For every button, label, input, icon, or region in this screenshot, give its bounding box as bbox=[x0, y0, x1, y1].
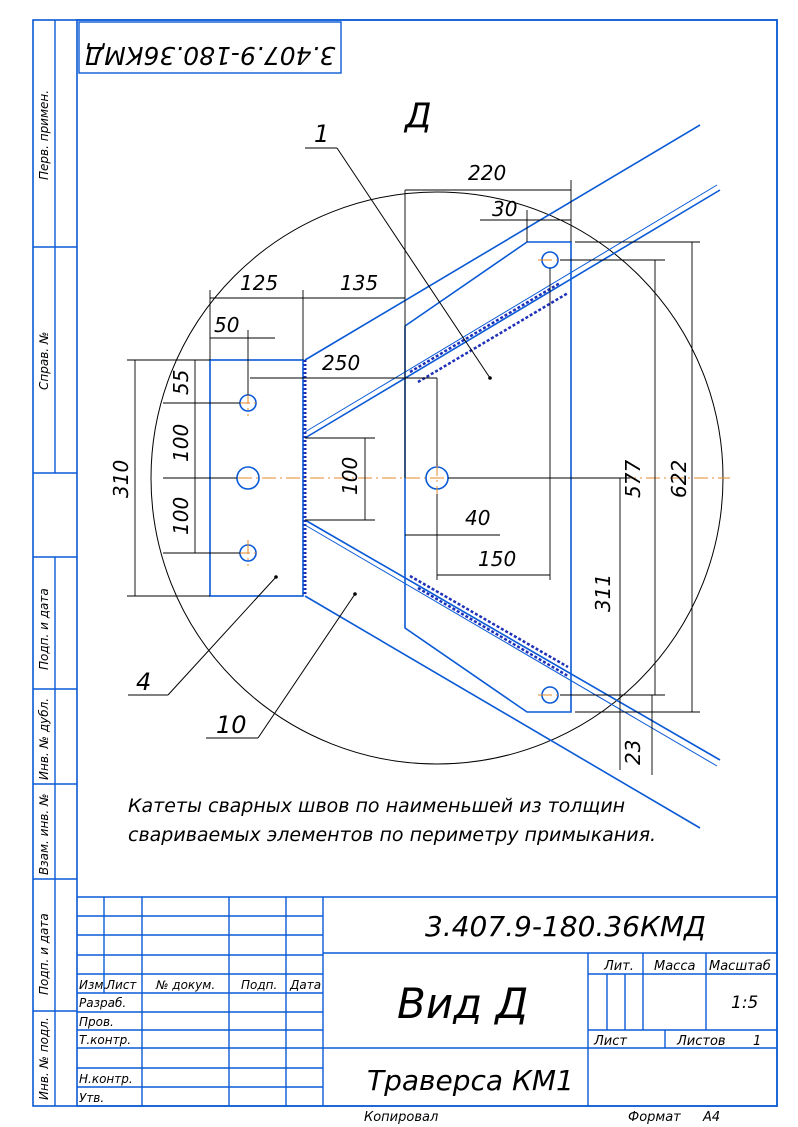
sheet-title: Вид Д bbox=[397, 979, 529, 1028]
hdr-list: Лист bbox=[106, 978, 137, 992]
dim-30: 30 bbox=[492, 197, 518, 221]
sheet-subtitle: Траверса КМ1 bbox=[367, 1064, 574, 1097]
dim-100-b: 100 bbox=[169, 496, 193, 535]
lbl-massa: Масса bbox=[654, 959, 696, 974]
dim-100-c: 100 bbox=[338, 456, 362, 495]
hdr-dokum: № докум. bbox=[156, 978, 216, 992]
weld-note-line-1: Катеты сварных швов по наименьшей из толщин bbox=[128, 795, 626, 817]
dim-250: 250 bbox=[322, 351, 361, 375]
dim-310: 310 bbox=[109, 459, 133, 498]
dim-125: 125 bbox=[240, 271, 279, 295]
view-label: Д bbox=[405, 96, 432, 136]
lbl-sheet: Лист bbox=[594, 1034, 627, 1049]
stamp-podp-data-1: Подп. и дата bbox=[37, 588, 51, 670]
dim-135: 135 bbox=[340, 271, 379, 295]
stamp-inv-podl: Инв. № подл. bbox=[37, 1017, 51, 1100]
dimension-texts bbox=[109, 161, 691, 765]
dim-577: 577 bbox=[621, 459, 645, 498]
lbl-lit: Лит. bbox=[604, 959, 634, 974]
side-stamp bbox=[33, 20, 77, 1106]
weld-upper-1 bbox=[410, 283, 560, 372]
hdr-podp: Подп. bbox=[241, 978, 278, 992]
lbl-copied: Копировал bbox=[364, 1110, 439, 1125]
rotated-code-stamp bbox=[79, 22, 341, 73]
weld-note-line-2: свариваемых элементов по периметру примыкания. bbox=[128, 824, 657, 846]
gusset-plate bbox=[405, 242, 571, 712]
title-drawing-code: 3.407.9-180.36КМД bbox=[425, 910, 706, 943]
weld-upper-2 bbox=[418, 293, 568, 382]
scale-value: 1:5 bbox=[731, 993, 759, 1013]
part-label-1: 1 bbox=[314, 120, 330, 148]
lbl-sheets: Листов bbox=[677, 1034, 726, 1049]
lbl-masshtab: Масштаб bbox=[709, 959, 771, 974]
weld-lower-2 bbox=[418, 588, 568, 676]
weld-lower-1 bbox=[410, 576, 568, 667]
dim-220: 220 bbox=[468, 161, 507, 185]
part-label-4: 4 bbox=[136, 668, 152, 696]
inner-frame bbox=[77, 20, 777, 1106]
dim-622: 622 bbox=[667, 459, 691, 498]
stamp-vzam-inv: Взам. инв. № bbox=[37, 793, 51, 875]
dim-55: 55 bbox=[169, 369, 193, 395]
dim-50: 50 bbox=[214, 313, 240, 337]
hdr-data: Дата bbox=[290, 978, 322, 992]
stamp-perv-primen: Перв. примен. bbox=[37, 89, 51, 180]
rotated-drawing-code: 3.407.9-180.36КМД bbox=[84, 41, 336, 70]
stamp-podp-data-2: Подп. и дата bbox=[37, 913, 51, 995]
row-tkontr: Т.контр. bbox=[79, 1033, 132, 1047]
dim-150: 150 bbox=[478, 547, 517, 571]
dim-100-a: 100 bbox=[169, 423, 193, 462]
lbl-format: Формат bbox=[628, 1110, 681, 1125]
upper-brace-edge-2 bbox=[305, 190, 720, 438]
sheets-count: 1 bbox=[753, 1034, 762, 1049]
stamp-sprav-no: Справ. № bbox=[37, 331, 51, 390]
row-utv: Утв. bbox=[79, 1091, 105, 1105]
stamp-inv-dubl: Инв. № дубл. bbox=[37, 697, 51, 780]
hdr-izm: Изм. bbox=[79, 978, 108, 992]
part-label-10: 10 bbox=[216, 711, 247, 739]
format-value: А4 bbox=[703, 1110, 721, 1125]
row-nkontr: Н.контр. bbox=[79, 1072, 133, 1086]
dim-23: 23 bbox=[621, 739, 645, 765]
row-prov: Пров. bbox=[79, 1015, 114, 1029]
row-razrab: Разраб. bbox=[79, 996, 127, 1010]
dim-40: 40 bbox=[465, 506, 491, 530]
dim-311: 311 bbox=[591, 573, 615, 612]
